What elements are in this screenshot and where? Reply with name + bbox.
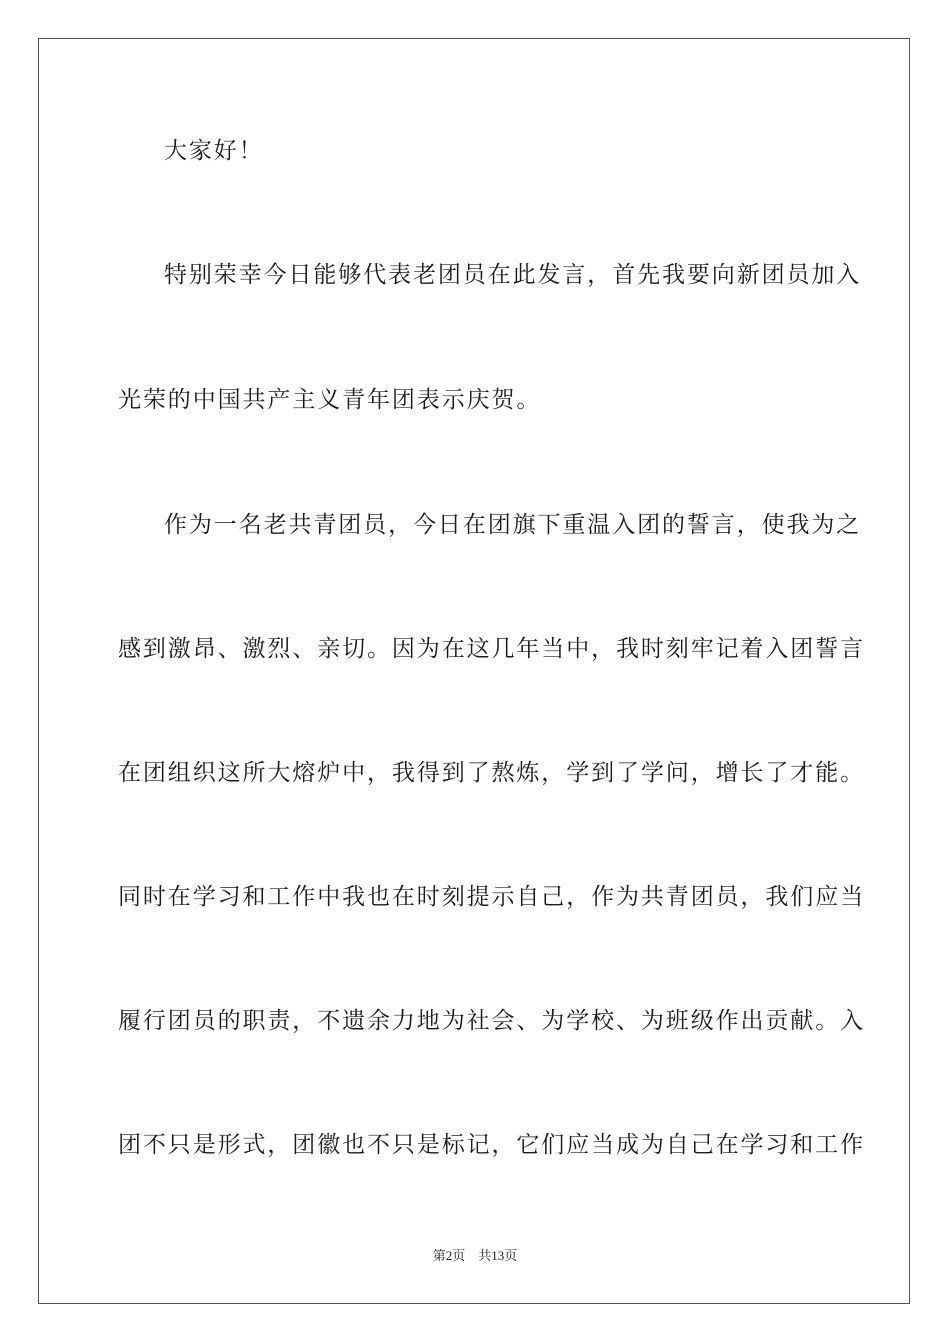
page-number-footer: 第2页 共13页 (432, 1248, 518, 1263)
body-line: 特别荣幸今日能够代表老团员在此发言，首先我要向新团员加入 (164, 262, 862, 288)
body-line: 履行团员的职责，不遗余力地为社会、为学校、为班级作出贡献。入 (118, 1008, 865, 1034)
greeting-line: 大家好！ (164, 138, 264, 164)
body-line: 光荣的中国共产主义青年团表示庆贺。 (118, 387, 542, 413)
body-line: 在团组织这所大熔炉中，我得到了熬炼，学到了学问，增长了才能。 (118, 760, 865, 786)
body-line: 感到激昂、激烈、亲切。因为在这几年当中，我时刻牢记着入团誓言 (118, 636, 865, 662)
page-border (38, 38, 910, 1304)
body-line: 作为一名老共青团员，今日在团旗下重温入团的誓言，使我为之 (164, 512, 862, 538)
body-line: 同时在学习和工作中我也在时刻提示自己，作为共青团员，我们应当 (118, 884, 865, 910)
body-line: 团不只是形式，团徽也不只是标记，它们应当成为自己在学习和工作 (118, 1132, 865, 1158)
